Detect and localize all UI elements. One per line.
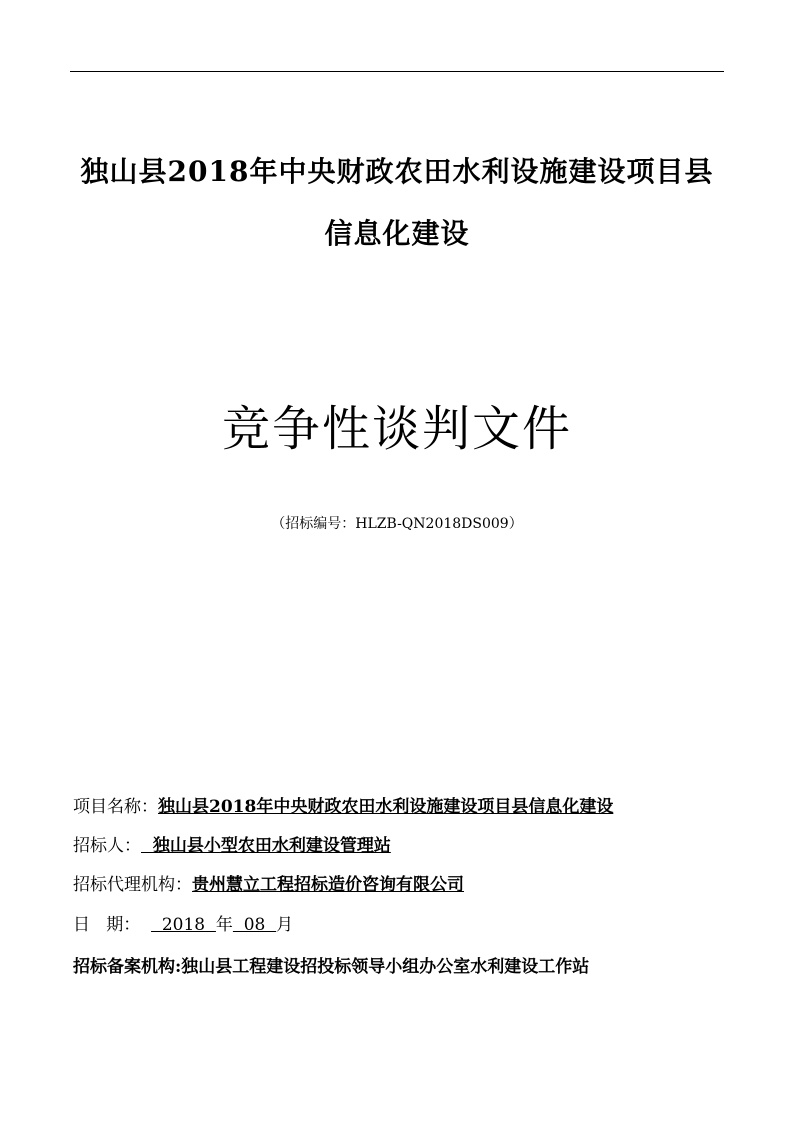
- agency-label: 招标代理机构：: [73, 875, 192, 895]
- project-name-row: [73, 795, 613, 819]
- filing-agency-row: [73, 955, 589, 979]
- tenderer-value: 独山县小型农田水利建设管理站: [141, 836, 391, 856]
- project-title-line-2: 信息化建设: [324, 217, 470, 250]
- tenderer-row: [73, 834, 391, 858]
- bid-number: （招标编号：HLZB-QN2018DS009）: [271, 516, 523, 532]
- agency-value: 贵州慧立工程招标造价咨询有限公司: [192, 875, 464, 895]
- tenderer-label: 招标人：: [73, 836, 141, 856]
- date-label: 日 期：: [73, 915, 141, 935]
- date-month: 08: [232, 915, 277, 935]
- project-name-label: 项目名称：: [73, 797, 158, 817]
- filing-agency-label: 招标备案机构:: [73, 957, 182, 977]
- filing-agency-value: 独山县工程建设招投标领导小组办公室水利建设工作站: [181, 957, 590, 977]
- date-year: 2018: [151, 915, 216, 935]
- agency-row: [73, 873, 464, 897]
- date-month-unit: 月: [276, 915, 294, 935]
- date-row: [73, 913, 293, 937]
- project-title-line-1: 独山县2018年中央财政农田水利设施建设项目县: [80, 155, 714, 188]
- top-rule: [70, 71, 724, 72]
- document-type-title: 竞争性谈判文件: [221, 401, 572, 457]
- date-year-unit: 年: [215, 915, 233, 935]
- project-name-value: 独山县2018年中央财政农田水利设施建设项目县信息化建设: [158, 797, 614, 817]
